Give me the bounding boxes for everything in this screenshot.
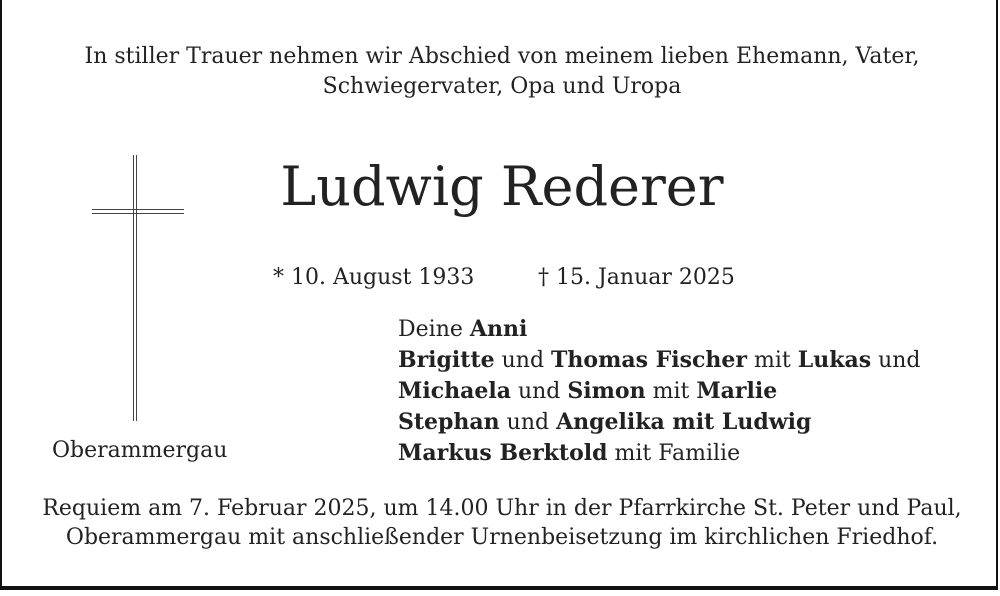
mourner-name: Anni: [469, 316, 528, 342]
mourner-name: Michaela: [398, 378, 511, 404]
intro-text: [2, 42, 998, 102]
mourner-text: und: [499, 410, 557, 435]
mourner-line: [398, 407, 921, 438]
mourner-name: Simon: [567, 378, 646, 404]
intro-line-1: In stiller Trauer nehmen wir Abschied von meinem lieben Ehemann, Vater,: [84, 44, 920, 69]
mourner-line: [398, 314, 921, 345]
mourner-name: Lukas: [797, 347, 872, 373]
mourner-line: [398, 438, 921, 469]
mourner-name: Markus Berktold: [398, 440, 608, 466]
mourner-text: und: [510, 379, 568, 404]
mourner-line: [398, 345, 921, 376]
mourner-line: [398, 376, 921, 407]
death-date: † 15. Januar 2025: [538, 265, 735, 290]
mourner-name: Angelika mit Ludwig: [556, 409, 812, 435]
place-name: Oberammergau: [52, 438, 228, 463]
requiem-line-2: Oberammergau mit anschließender Urnenbeisetzung im kirchlichen Friedhof.: [65, 525, 939, 550]
intro-line-2: Schwiegervater, Opa und Uropa: [322, 74, 682, 99]
cross-vertical-bar: [133, 155, 137, 421]
mourner-text: mit Familie: [607, 441, 741, 466]
requiem-line-1: Requiem am 7. Februar 2025, um 14.00 Uhr in der Pfarrkirche St. Peter und Paul,: [42, 496, 962, 521]
mourner-name: Thomas Fischer: [551, 347, 747, 373]
mourner-name: Stephan: [398, 409, 500, 435]
mourner-text: und: [871, 348, 921, 373]
mourner-name: Marlie: [696, 378, 778, 404]
mourner-text: Deine: [398, 317, 470, 342]
mourner-text: mit: [747, 348, 798, 373]
deceased-name: Ludwig Rederer: [280, 155, 724, 218]
requiem-text: [2, 494, 998, 552]
mourner-text: und: [494, 348, 552, 373]
mourner-name: Brigitte: [398, 347, 495, 373]
mourners-list: [398, 314, 921, 469]
mourner-text: mit: [645, 379, 697, 404]
birth-date: * 10. August 1933: [273, 265, 475, 290]
cross-horizontal-bar: [92, 209, 184, 214]
